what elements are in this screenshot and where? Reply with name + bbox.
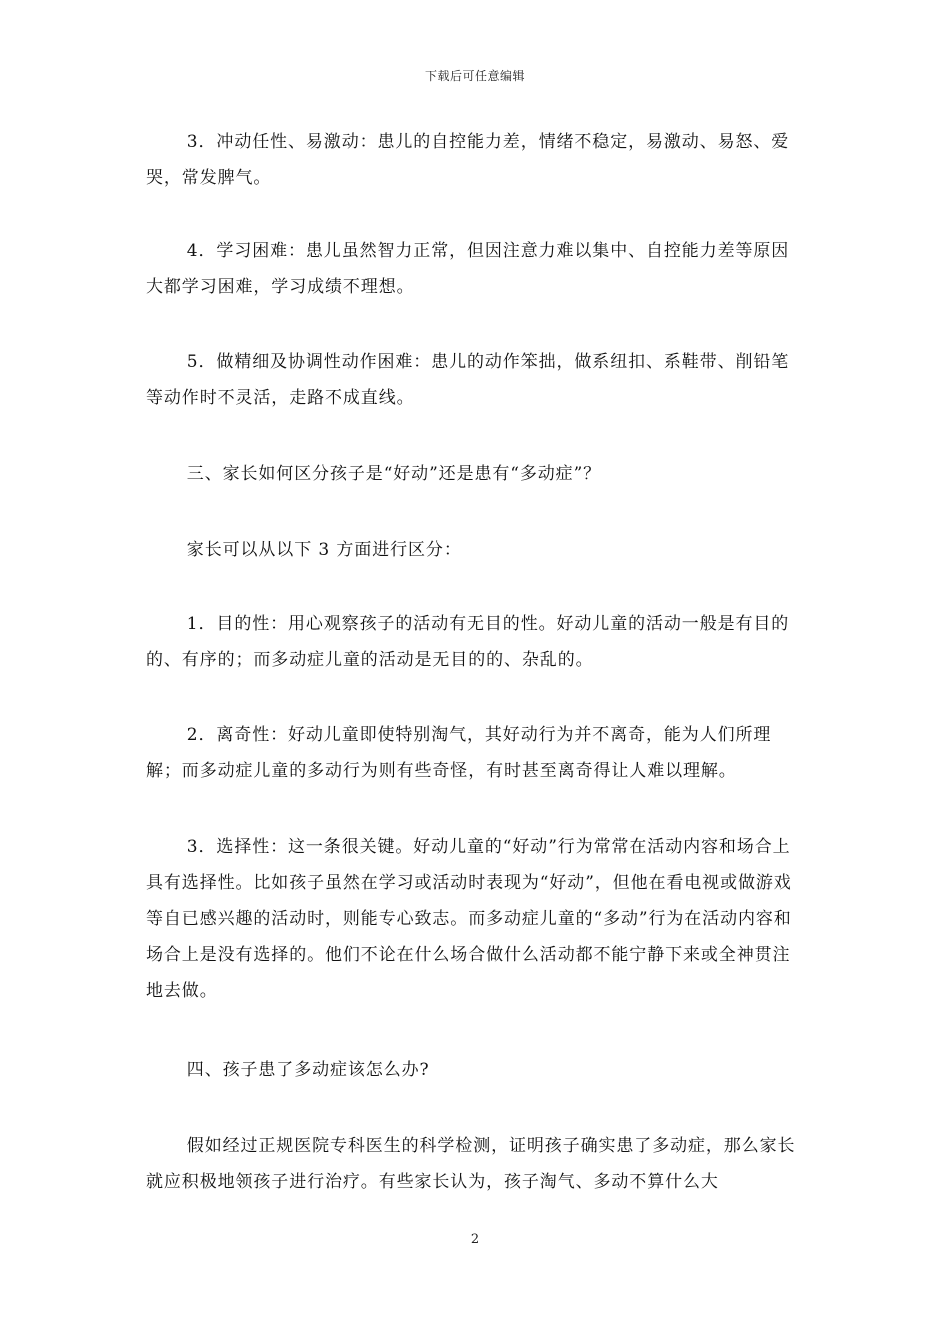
section-heading-3: 三、家长如何区分孩子是“好动”还是患有“多动症”？ — [186, 464, 602, 484]
page-header: 下载后可任意编辑 — [424, 69, 525, 83]
section-heading-4: 四、孩子患了多动症该怎么办? — [186, 1060, 430, 1080]
paragraph-2: 4．学习困难：患儿虽然智力正常，但因注意力难以集中、自控能力差等原因大都学习困难，学习成绩不理想。 — [146, 241, 790, 297]
paragraph-1: 3．冲动任性、易激动：患儿的自控能力差，情绪不稳定，易激动、易怒、爱哭，常发脾气。 — [146, 132, 790, 188]
paragraph-7: 3．选择性：这一条很关键。好动儿童的“好动”行为常常在活动内容和场合上具有选择性。比如孩子虽然在学习或活动时表现为“好动”，但他在看电视或做游戏等自已感兴趣的活动时，则能专心致志。而多动症儿童的“多动”行为在活动内容和场合上是没有选择的。他们不论在什么场合做什么活动都不能宁静下来或全神贯注地去做。 — [146, 837, 792, 1001]
paragraph-4: 家长可以从以下 3 方面进行区分： — [186, 540, 462, 560]
paragraph-6: 2．离奇性：好动儿童即使特别淘气，其好动行为并不离奇，能为人们所理解；而多动症儿童的多动行为则有些奇怪，有时甚至离奇得让人难以理解。 — [146, 725, 772, 781]
paragraph-3: 5．做精细及协调性动作困难：患儿的动作笨拙，做系纽扣、系鞋带、削铅笔等动作时不灵活，走路不成直线。 — [146, 352, 790, 408]
page-number: 2 — [470, 1232, 480, 1247]
paragraph-5: 1．目的性：用心观察孩子的活动有无目的性。好动儿童的活动一般是有目的的、有序的；而多动症儿童的活动是无目的的、杂乱的。 — [146, 614, 790, 670]
paragraph-8: 假如经过正规医院专科医生的科学检测，证明孩子确实患了多动症，那么家长就应积极地领孩子进行治疗。有些家长认为，孩子淘气、多动不算什么大 — [146, 1136, 796, 1192]
